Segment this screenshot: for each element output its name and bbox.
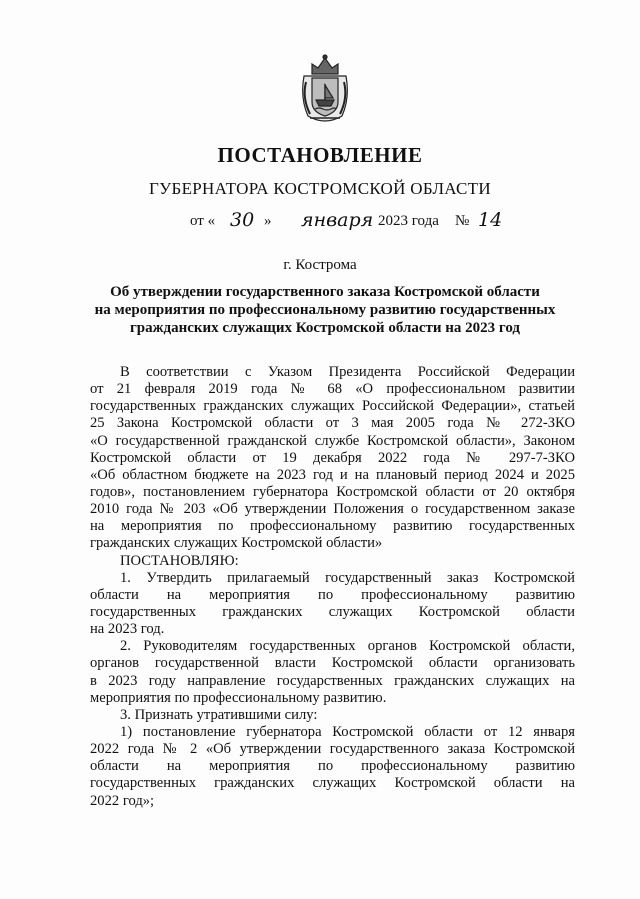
body-line: Костромской области от 19 декабря 2022 года № 297-7-ЗКО: [90, 449, 575, 466]
body-line: 25 Закона Костромской области от 3 мая 2005 года № 272-ЗКО: [90, 415, 575, 432]
document-number: 14: [478, 209, 503, 231]
body-line: области на мероприятия по профессиональному развитию: [90, 758, 575, 775]
body-line: органов государственной власти Костромской области организовать: [90, 655, 575, 672]
subject-line: гражданских служащих Костромской области на 2023 год: [129, 320, 521, 336]
body-line: В соответствии с Указом Президента Российской Федерации: [120, 364, 575, 380]
body-line: «Об областном бюджете на 2023 год и на плановый период 2024 и 2025: [90, 466, 575, 483]
document-subject: [90, 283, 560, 337]
number-sign: №: [455, 213, 470, 229]
body-line: гражданских служащих Костромской области»: [90, 535, 383, 552]
body-line: на 2023 год.: [90, 621, 165, 638]
body-line: 1) постановление губернатора Костромской области от 12 января: [120, 723, 575, 740]
body-line: в 2023 году направление государственных гражданских служащих на: [90, 672, 575, 689]
body-line: 2022 года № 2 «Об утверждении государственного заказа Костромской: [90, 741, 575, 758]
date-number-line: [180, 209, 510, 239]
date-mid: »: [264, 213, 272, 229]
kostroma-coat-of-arms-icon: [298, 52, 352, 126]
body-line: от 21 февраля 2019 года № 68 «О профессиональном развитии: [90, 381, 575, 398]
body-line: 3. Признать утратившими силу:: [120, 706, 318, 723]
body-line: области на мероприятия по профессиональному развитию: [90, 586, 575, 603]
body-line: «О государственной гражданской службе Костромской области», Законом: [90, 432, 575, 449]
body-line: ПОСТАНОВЛЯЮ:: [120, 552, 239, 569]
date-day: 30: [230, 209, 255, 231]
date-month: января: [301, 209, 374, 231]
document-city: г. Кострома: [283, 257, 357, 273]
date-prefix: от «: [190, 213, 216, 229]
body-line: годов», постановлением губернатора Костромской области от 20 октября: [90, 483, 575, 500]
body-line: 2022 год»;: [90, 792, 155, 809]
body-line: 2010 года № 203 «Об утверждении Положения о государственном заказе: [90, 501, 575, 518]
body-line: на мероприятия по профессиональному развитию государственных: [90, 518, 575, 535]
subject-line: Об утверждении государственного заказа Костромской области: [110, 284, 540, 300]
document-issuer: ГУБЕРНАТОРА КОСТРОМСКОЙ ОБЛАСТИ: [149, 179, 491, 198]
body-line: государственных гражданских служащих Костромской области: [90, 603, 575, 620]
body-line: мероприятия по профессиональному развитию.: [90, 689, 387, 706]
body-line: государственных гражданских служащих Российской Федерации», статьей: [90, 398, 575, 415]
document-body: [90, 364, 575, 810]
body-line: 1. Утвердить прилагаемый государственный заказ Костромской: [120, 569, 575, 586]
subject-line: на мероприятия по профессиональному развитию государственных: [94, 302, 556, 318]
document-title: ПОСТАНОВЛЕНИЕ: [217, 143, 423, 167]
date-year: 2023 года: [378, 213, 439, 229]
body-line: государственных гражданских служащих Костромской области на: [90, 775, 575, 792]
body-line: 2. Руководителям государственных органов Костромской области,: [120, 638, 575, 655]
